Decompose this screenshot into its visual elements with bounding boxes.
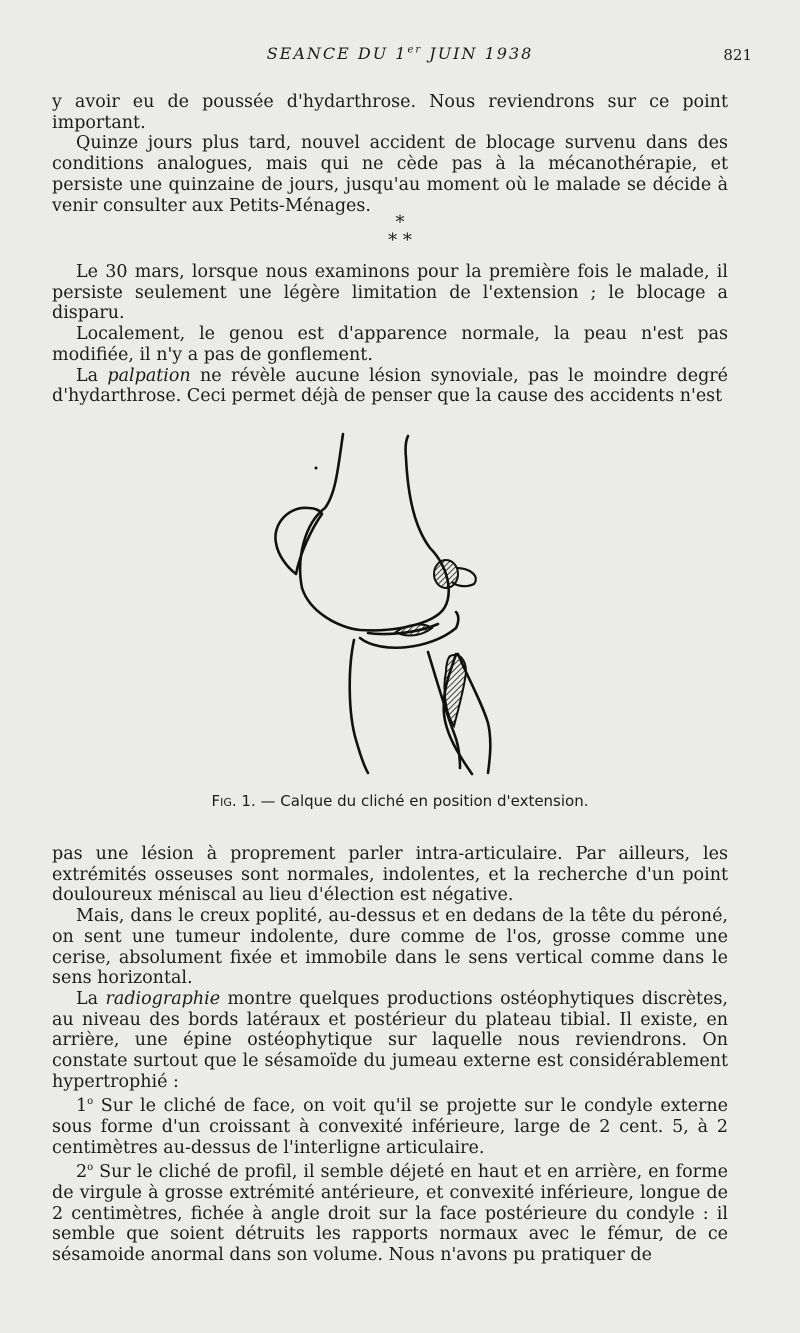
paragraph: pas une lésion à proprement parler intra-articulaire. Par ailleurs, les extrémités osseuses sont normales, indolentes, et la recherche d'un point douloureux méniscal au lieu d'élection est négative. [52,844,728,906]
osteophyte-hatched [396,625,432,636]
knee-xray-tracing [260,428,500,778]
title-superscript: er [407,44,423,56]
knee-figure [260,428,500,778]
tibia-outline [350,640,368,773]
paragraph: y avoir eu de poussée d'hydarthrose. Nous reviendrons sur ce point important. [52,92,728,133]
running-header [0,44,800,70]
asterism-bottom: * * [388,230,412,251]
item-number: 1 [76,1096,88,1117]
title-part: JUIN 1938 [422,44,534,63]
caption-label: Fig. 1. [211,792,256,810]
text-run: La [76,365,108,386]
running-title [0,44,800,63]
paragraph-item-2 [52,1158,728,1265]
figure-caption [0,792,800,810]
degree-mark: o [87,1162,94,1174]
text-run: ne révèle aucune lésion synoviale, pas le moindre degré d'hydarthrose. Ceci permet déjà de penser que la cause des accidents n'est [52,365,728,407]
text-run: montre quelques productions ostéophytiques discrètes, au niveau des bords latéraux et postérieur du plateau tibial. Il existe, en arrière, une épine ostéophytique sur laquelle nous reviendrons. On constate surtout que le sésamoïde du jumeau externe est considérablement hypertrophié : [52,988,728,1092]
paragraph: Mais, dans le creux poplité, au-dessus et en dedans de la tête du péroné, on sent une tumeur indolente, dure comme de l'os, grosse comme une cerise, absolument fixée et immobile dans le sens vertical comme dans le sens horizontal. [52,906,728,989]
page-number: 821 [723,46,752,64]
femur-outline [300,434,449,630]
text-run: La [76,988,106,1009]
paragraph: Quinze jours plus tard, nouvel accident de blocage survenu dans des conditions analogues, mais qui ne cède pas à la mécanothérapie, et persiste une quinzaine de jours, jusqu'au moment où le malade se décide à venir consulter aux Petits-Ménages. [52,133,728,216]
text-run: Sur le cliché de face, on voit qu'il se projette sur le condyle externe sous forme d'un croissant à convexité inférieure, large de 2 cent. 5, à 2 centimètres au-dessus de l'interligne articulaire. [52,1096,728,1158]
title-part: SEANCE DU 1 [266,44,408,63]
asterism [0,214,800,250]
text-block-top [52,92,728,216]
paragraph-palpation [52,366,728,407]
text-block-middle [52,262,728,407]
emphasis: palpation [107,365,191,386]
paragraph-radiographie [52,989,728,1093]
text-block-bottom [52,844,728,1266]
asterism-top: * [395,212,405,233]
item-number: 2 [76,1162,88,1183]
text-run: Sur le cliché de profil, il semble déjeté en haut et en arrière, en forme de virgule à grosse extrémité antérieure, et convexité inférieure, longue de 2 centimètres, fichée à angle droit sur la face postérieure du condyle : il semble que soient détruits les rapports normaux avec le fémur, de ce sésamoide anormal dans son volume. Nous n'avons pu pratiquer de [52,1162,728,1266]
emphasis: radiographie [105,988,221,1009]
paragraph: Le 30 mars, lorsque nous examinons pour la première fois le malade, il persiste seulement une légère limitation de l'extension ; le blocage a disparu. [52,262,728,324]
degree-mark: o [87,1096,94,1108]
paragraph-item-1 [52,1092,728,1158]
caption-text: — Calque du cliché en position d'extension. [255,792,589,810]
paragraph: Localement, le genou est d'apparence normale, la peau n'est pas modifiée, il n'y a pas de gonflement. [52,324,728,365]
